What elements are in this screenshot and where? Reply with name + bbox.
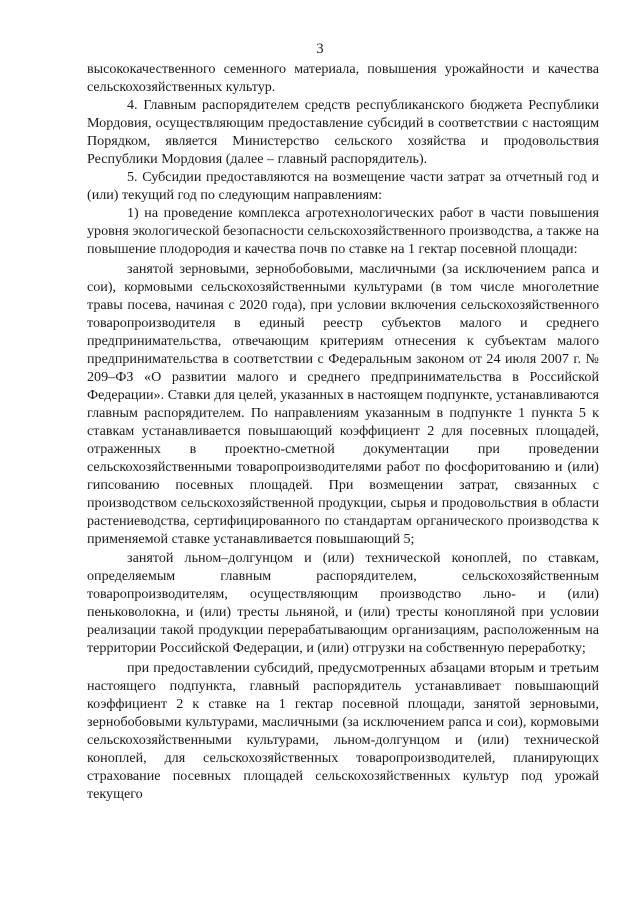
paragraph-item-5: 5. Субсидии предоставляются на возмещение части затрат за отчетный год и (или) текущий год по следующим направлениям:: [87, 169, 599, 203]
paragraph-flax-hemp: занятой льном–долгунцом и (или) технической коноплей, по ставкам, определяемым главным распорядителем, сельскохозяйственным товаропроизводителям, осуществляющим производство льно- и (или) пеньковолокна, и (или) тресты льняной, и (или) тресты конопляной при условии реализации такой продукции перерабатывающим организациям, расположенным на территории Российской Федерации, и (или) отгрузки на собственную переработку;: [87, 550, 599, 656]
paragraph-grain-crops: занятой зерновыми, зернобобовыми, масличными (за исключением рапса и сои), кормовыми сельскохозяйственными культурами (в том числе многолетние травы посева, начиная с 2020 года), при условии включения сельскохозяйственного товаропроизводителя в единый реестр субъектов малого и среднего предпринимательства, отвечающим критериям отнесения к субъектам малого предпринимательства в соответствии с Федеральным законом от 24 июля 2007 г. № 209–ФЗ «О развитии малого и среднего предпринимательства в Российской Федерации». Ставки для целей, указанных в настоящем подпункте, устанавливаются главным распорядителем. По направлениям указанным в подпункте 1 пункта 5 к ставкам устанавливается повышающий коэффициент 2 для посевных площадей, отраженных в проектно-сметной документации при проведении сельскохозяйственными товаропроизводителями работ по фосфоритованию и (или) гипсованию посевных площадей. При возмещении затрат, связанных с производством сельскохозяйственной продукции, сырья и продовольствия в области растениеводства, сертифицированного по стандартам органического производства к применяемой ставке устанавливается повышающий 5;: [87, 260, 599, 547]
paragraph-continuation: высококачественного семенного материала, повышения урожайности и качества сельскохозяйственных культур.: [87, 61, 599, 95]
page-number: 3: [316, 41, 324, 57]
paragraph-item-4: 4. Главным распорядителем средств республиканского бюджета Республики Мордовия, осуществляющим предоставление субсидий в соответствии с настоящим Порядком, является Министерство сельского хозяйства и продовольствия Республики Мордовия (далее – главный распорядитель).: [87, 97, 599, 167]
paragraph-coefficient: при предоставлении субсидий, предусмотренных абзацами вторым и третьим настоящего подпункта, главный распорядитель устанавливает повышающий коэффициент 2 к ставке на 1 гектар посевной площади, занятой зерновыми, зернобобовыми культурами, масличными (за исключением рапса и сои), кормовыми сельскохозяйственными культурами, льном-долгунцом и (или) технической коноплей, для сельскохозяйственных товаропроизводителей, планирующих страхование посевных площадей сельскохозяйственных культур под урожай текущего: [87, 659, 599, 802]
paragraph-subitem-1: 1) на проведение комплекса агротехнологических работ в части повышения уровня экологической безопасности сельскохозяйственного производства, а также на повышение плодородия и качества почв по ставке на 1 гектар посевной площади:: [87, 205, 599, 257]
document-body: [87, 60, 599, 803]
